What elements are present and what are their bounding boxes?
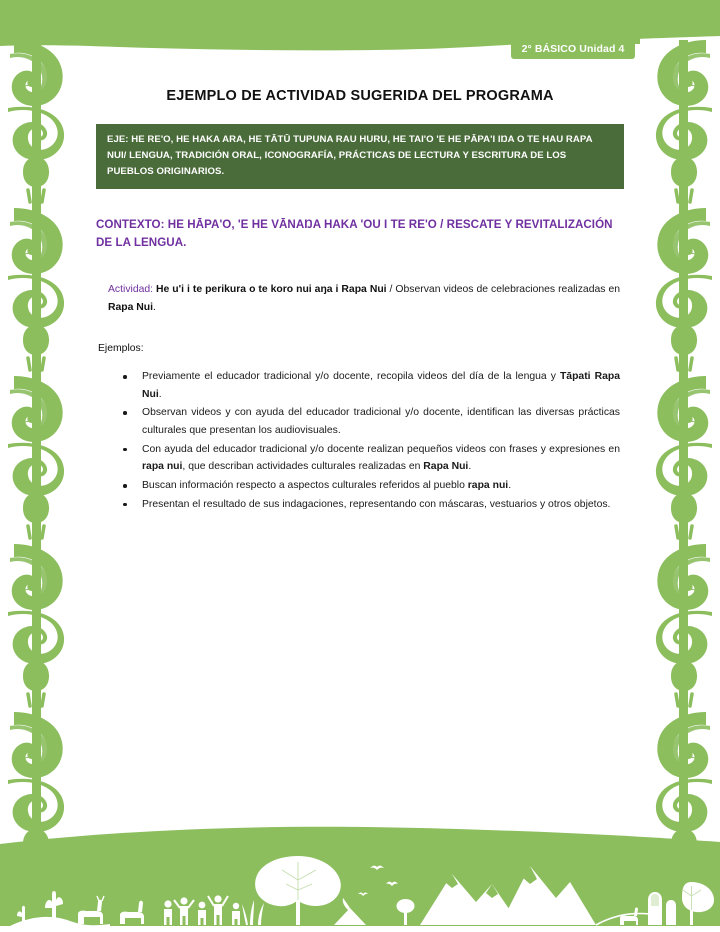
bullet-text-part2: . [158,388,162,400]
page-title: EJEMPLO DE ACTIVIDAD SUGERIDA DEL PROGRAMA [166,88,554,104]
bullet-text-part1: Presentan el resultado de sus indagaciones, representando con máscaras, vestuarios y otros objetos. [142,498,611,510]
bullet-text-part1: Observan videos y con ayuda del educador tradicional y/o docente, identifican las diversas prácticas culturales que presentan los audiovisuales. [142,407,620,437]
actividad-separator: / [386,284,396,295]
bullet-text-part3: . [468,461,472,473]
eje-banner: EJE: HE RE'O, HE HAKA ARA, HE TĀTŪ TUPUNA RAU HURU, HE TAI'O 'E HE PĀPA'I IŊA O TE HAU RAPA NUI/ LENGUA, TRADICIÓN ORAL, ICONOGRAFÍA, PRÁCTICAS DE LECTURA Y ESCRITURA DE LOS PUEBLOS ORIGINARIOS. [96,124,624,189]
bullet-text-part1: Previamente el educador tradicional y/o docente, recopila videos del día de la lengua y [142,371,560,382]
bullet-bold-1: rapa nui [467,480,509,492]
actividad-rapanui-text: He u'i i te perikura o te koro nui aŋa i Rapa Nui [156,284,387,295]
bullet-bold-2: Rapa Nui [423,461,469,473]
list-item [120,404,620,439]
left-decorative-border [6,40,70,850]
unit-badge: 2° BÁSICO Unidad 4 [511,38,635,59]
list-item [120,477,620,495]
footer-landscape-illustration [0,822,720,932]
actividad-paragraph [108,281,620,317]
ejemplos-label: Ejemplos: [98,343,144,354]
bullet-bold-1: rapa nui [142,461,183,473]
actividad-spanish-bold: Rapa Nui [108,301,154,313]
list-item [120,496,620,514]
bullet-text-part2: , que describan actividades culturales realizadas en [182,461,424,473]
bullet-text-part2: . [508,480,512,492]
ejemplos-list [120,368,620,515]
actividad-spanish-text: Observan videos de celebraciones realizadas en [395,284,620,295]
actividad-spanish-end: . [153,301,156,313]
list-item [120,441,620,476]
actividad-label: Actividad: [108,284,154,295]
right-decorative-border [650,40,714,850]
contexto-heading: CONTEXTO: HE HĀPA'O, 'E HE VĀNAŊA HAKA 'OU I TE RE'O / RESCATE Y REVITALIZACIÓN DE LA LENGUA. [96,218,613,249]
header-wave-banner [0,0,720,70]
list-item [120,368,620,403]
bullet-text-part1: Con ayuda del educador tradicional y/o docente realizan pequeños videos con frases y expresiones en [142,443,620,455]
bullet-text-part1: Buscan información respecto a aspectos culturales referidos al pueblo [142,480,468,492]
bullet-bold-1: Tāpati Rapa Nui [142,371,620,400]
